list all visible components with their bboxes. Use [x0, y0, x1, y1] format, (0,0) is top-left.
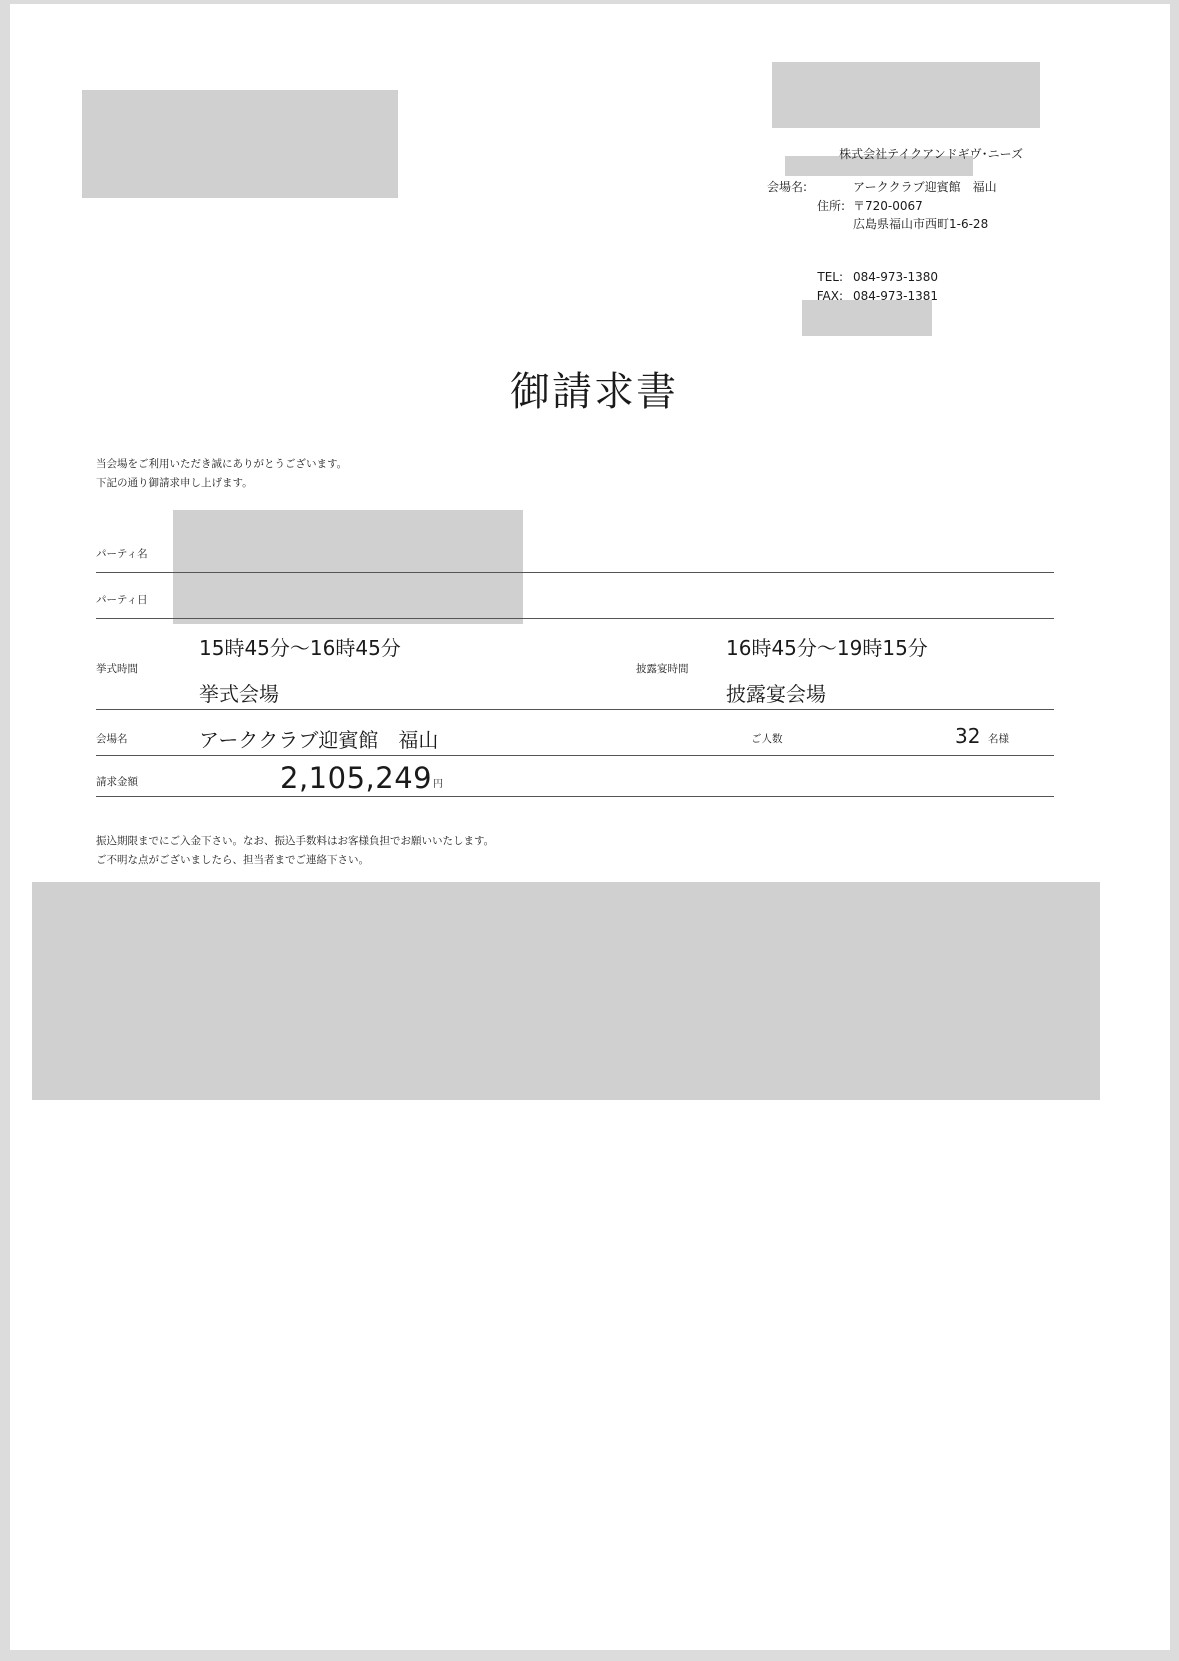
redacted-recipient [82, 90, 398, 198]
party-date-label: パーティ日 [96, 594, 148, 606]
ceremony-venue-value: 挙式会場 [199, 682, 279, 706]
row-divider [96, 709, 1054, 710]
title-text: 御請求書 [510, 369, 678, 415]
venue-value: アーククラブ迎賓館 福山 [853, 180, 997, 194]
redacted-issuer-contact [802, 300, 932, 336]
note-line-1: 振込期限までにご入金下さい。なお、振込手数料はお客様負担でお願いいたします。 [96, 835, 495, 847]
redacted-party-details [173, 510, 523, 624]
amount-label: 請求金額 [96, 776, 138, 788]
amount-unit: 円 [433, 779, 443, 790]
row-divider [96, 796, 1054, 797]
intro-line-2: 下記の通り御請求申し上げます。 [96, 477, 253, 489]
reception-time-value: 16時45分～19時15分 [726, 636, 928, 660]
document-title [10, 360, 1170, 417]
redacted-bank-details [32, 882, 1100, 1100]
fax-value: 084-973-1381 [853, 289, 939, 303]
invoice-page [10, 4, 1170, 1650]
redacted-issuer-logo [772, 62, 1040, 128]
address-label: 住所: [816, 199, 845, 213]
intro-line-1: 当会場をご利用いただき誠にありがとうございます。 [96, 458, 348, 470]
payment-note [96, 832, 494, 870]
ceremony-time-label: 挙式時間 [96, 663, 138, 675]
tel-value: 084-973-1380 [853, 270, 939, 284]
venue-name-value: アーククラブ迎賓館 福山 [199, 728, 439, 752]
postal-code: 〒720-0067 [853, 199, 923, 213]
fax-label: FAX: [816, 289, 843, 303]
row-divider [96, 618, 1054, 619]
reception-venue-value: 披露宴会場 [726, 682, 826, 706]
guests-label: ご人数 [751, 733, 783, 745]
venue-label: 会場名: [766, 180, 807, 194]
party-name-label: パーティ名 [96, 548, 148, 560]
address-value: 広島県福山市西町1-6-28 [853, 217, 989, 231]
row-divider [96, 755, 1054, 756]
tel-label: TEL: [817, 270, 843, 284]
guests-unit: 名様 [988, 733, 1009, 745]
ceremony-time-value: 15時45分～16時45分 [199, 636, 401, 660]
issuer-company: 株式会社テイクアンドギヴ･ニーズ [839, 147, 1023, 161]
venue-name-label: 会場名 [96, 733, 128, 745]
guests-count: 32 [955, 724, 981, 748]
note-line-2: ご不明な点がございましたら、担当者までご連絡下さい。 [96, 854, 369, 866]
amount-value: 2,105,249 [280, 761, 433, 795]
row-divider [96, 572, 1054, 573]
reception-time-label: 披露宴時間 [636, 663, 689, 675]
intro-text [96, 455, 347, 493]
